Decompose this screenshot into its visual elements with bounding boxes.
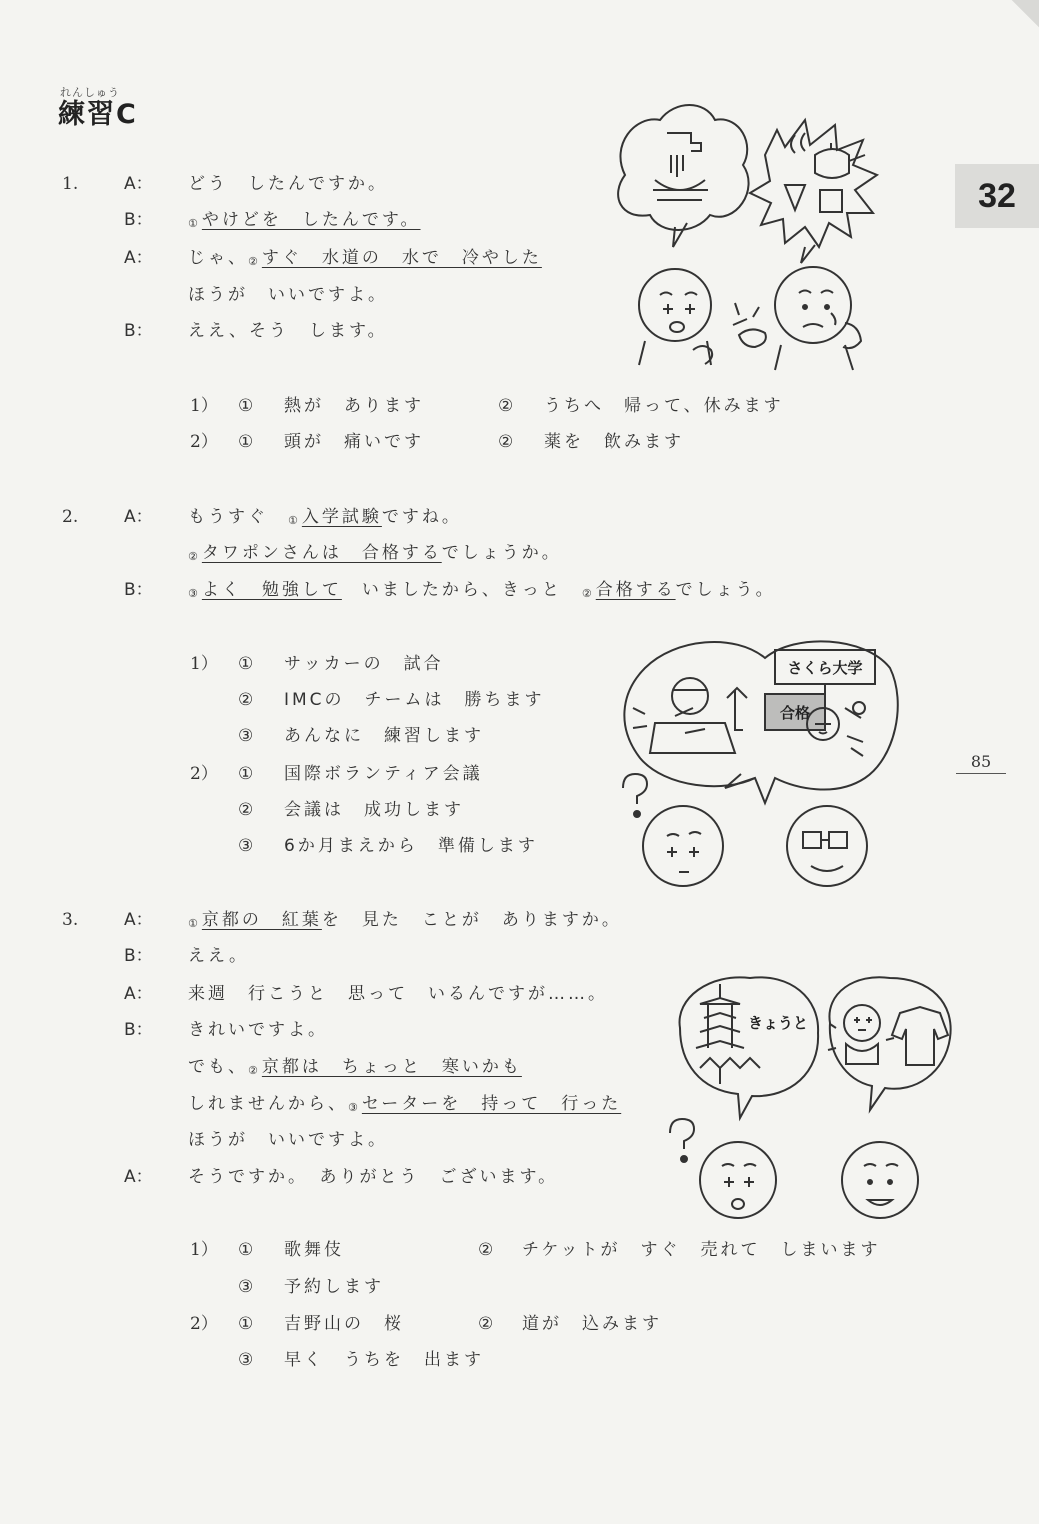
dialogue-line: [188, 1055, 522, 1079]
dialogue-line: [188, 246, 542, 270]
sub-item-text: 国際ボランティア会議: [284, 764, 483, 784]
exercise-1-number: 1.: [62, 174, 79, 194]
dialogue-text: でしょうか。: [441, 543, 562, 563]
dialogue-line: 来週 行こうと 思って いるんですが……。: [188, 984, 608, 1004]
illustration-exam: [615, 628, 905, 896]
dialogue-line: [188, 505, 462, 529]
circle-number: ①: [188, 917, 201, 930]
sub-item-text: IMCの チームは 勝ちます: [284, 690, 545, 710]
sub-item-text: 頭が 痛いです: [284, 432, 424, 452]
speaker-label: A：: [124, 507, 153, 527]
dialogue-line: そうですか。 ありがとう ございます。: [188, 1167, 559, 1187]
sub-item-text: 熱が あります: [284, 396, 424, 416]
substitution-phrase: すぐ 水道の 水で 冷やした: [261, 248, 542, 268]
substitution-phrase: 入学試験: [301, 507, 382, 527]
circle-number: ③: [238, 1277, 254, 1297]
dialogue-line: [188, 1092, 621, 1116]
substitution-phrase: やけどを したんです。: [201, 210, 421, 230]
circle-number: ②: [478, 1240, 494, 1260]
illustration-sign-text: さくら大学: [787, 659, 863, 677]
circle-number: ②: [238, 690, 254, 710]
speaker-label: B：: [124, 210, 153, 230]
circle-number: ②: [478, 1314, 494, 1334]
dialogue-text: ですね。: [381, 507, 462, 527]
circle-number: ①: [238, 654, 254, 674]
speaker-label: A：: [124, 248, 153, 268]
substitution-phrase: 京都は ちょっと 寒いかも: [261, 1057, 522, 1077]
circle-number: ①: [238, 1240, 254, 1260]
illustration-label-kyoto: きょうと: [747, 1014, 809, 1032]
dialogue-line: どう したんですか。: [188, 174, 388, 194]
sub-item-text: チケットが すぐ 売れて しまいます: [522, 1240, 881, 1260]
circle-number: ③: [238, 836, 254, 856]
dialogue-line: ほうが いいですよ。: [188, 1130, 388, 1150]
sub-item-text: うちへ 帰って、休みます: [544, 396, 784, 416]
dialogue-line: ええ、そう します。: [188, 321, 388, 341]
circle-number: ①: [238, 432, 254, 452]
sub-item-number: 1）: [190, 654, 218, 674]
substitution-phrase: タワポンさんは 合格する: [201, 543, 442, 563]
dialogue-text: でも、: [188, 1057, 248, 1077]
sub-item-text: 予約します: [284, 1277, 384, 1297]
exercise-2-number: 2.: [62, 507, 79, 527]
sub-item-text: 早く うちを 出ます: [284, 1350, 484, 1370]
sub-item-text: あんなに 練習します: [284, 726, 484, 746]
circle-number: ②: [188, 550, 201, 563]
page-corner-shadow: [1009, 0, 1039, 30]
speaker-label: B：: [124, 321, 153, 341]
speaker-label: A：: [124, 910, 153, 930]
chapter-tab: 32: [955, 164, 1039, 228]
speaker-label: A：: [124, 984, 153, 1004]
circle-number: ①: [238, 764, 254, 784]
circle-number: ②: [498, 432, 514, 452]
title-ruby: れんしゅう: [60, 86, 120, 99]
circle-number: ③: [238, 726, 254, 746]
circle-number: ①: [188, 217, 201, 230]
illustration-pass-text: 合格: [779, 704, 811, 722]
circle-number: ②: [238, 800, 254, 820]
sub-item-number: 2）: [190, 764, 218, 784]
dialogue-line: [188, 541, 562, 565]
circle-number: ②: [581, 587, 595, 600]
dialogue-text: しれませんから、: [188, 1094, 348, 1114]
exercise-3-number: 3.: [62, 910, 79, 930]
circle-number: ①: [288, 514, 301, 527]
circle-number: ②: [248, 255, 261, 268]
section-title: [58, 84, 138, 130]
circle-number: ②: [498, 396, 514, 416]
sub-item-text: 道が 込みます: [522, 1314, 662, 1334]
dialogue-text: でしょう。: [675, 580, 776, 600]
dialogue-line: ほうが いいですよ。: [188, 285, 388, 305]
dialogue-line: ええ。: [188, 946, 250, 966]
title-main: 練習C: [58, 99, 138, 130]
circle-number: ②: [248, 1064, 261, 1077]
sub-item-text: 歌舞伎: [284, 1240, 344, 1260]
sub-item-text: 薬を 飲みます: [544, 432, 684, 452]
dialogue-text: いましたから、きっと: [341, 580, 582, 600]
dialogue-line: [188, 908, 622, 932]
substitution-phrase: よく 勉強して: [201, 580, 342, 600]
dialogue-line: きれいですよ。: [188, 1020, 328, 1040]
dialogue-text: もうすぐ: [188, 507, 288, 527]
sub-item-text: 6か月まえから 準備します: [284, 836, 538, 856]
illustration-kyoto: [660, 968, 970, 1238]
speaker-label: B：: [124, 946, 153, 966]
speaker-label: B：: [124, 1020, 153, 1040]
circle-number: ③: [188, 587, 201, 600]
speaker-label: B：: [124, 580, 153, 600]
dialogue-line: [188, 208, 421, 232]
sub-item-number: 2）: [190, 432, 218, 452]
substitution-phrase: 京都の 紅葉: [201, 910, 322, 930]
circle-number: ①: [238, 396, 254, 416]
dialogue-text: じゃ、: [188, 248, 248, 268]
circle-number: ③: [348, 1101, 361, 1114]
speaker-label: A：: [124, 174, 153, 194]
page-number: 85: [956, 752, 1006, 774]
dialogue-line: [188, 578, 776, 602]
circle-number: ③: [238, 1350, 254, 1370]
sub-item-number: 1）: [190, 396, 218, 416]
substitution-phrase: 合格する: [595, 580, 676, 600]
sub-item-text: サッカーの 試合: [284, 654, 444, 674]
dialogue-text: を 見た ことが ありますか。: [321, 910, 622, 930]
substitution-phrase: セーターを 持って 行った: [361, 1094, 622, 1114]
sub-item-number: 2）: [190, 1314, 218, 1334]
speaker-label: A：: [124, 1167, 153, 1187]
sub-item-text: 会議は 成功します: [284, 800, 464, 820]
circle-number: ①: [238, 1314, 254, 1334]
sub-item-number: 1）: [190, 1240, 218, 1260]
sub-item-text: 吉野山の 桜: [284, 1314, 404, 1334]
illustration-burn: [605, 95, 905, 375]
